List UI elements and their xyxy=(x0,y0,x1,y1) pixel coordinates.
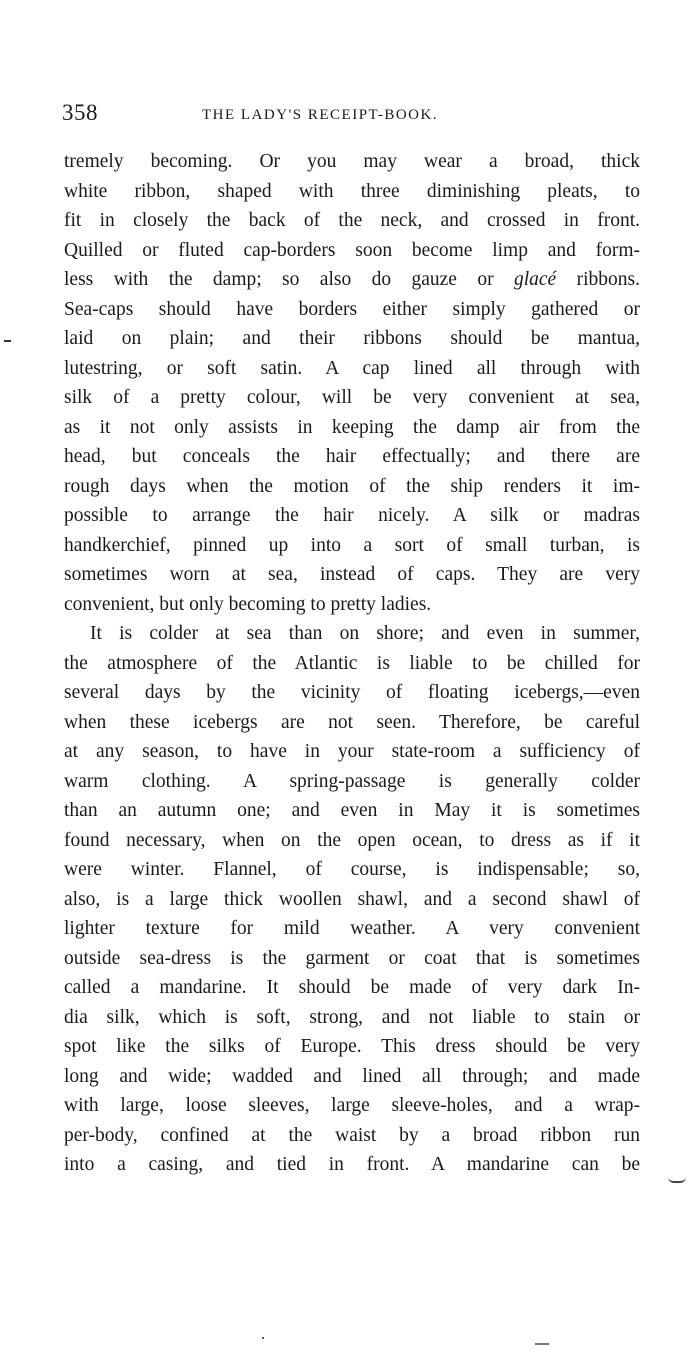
text-line: sometimes worn at sea, instead of caps. They are very xyxy=(64,564,640,585)
paper-speck xyxy=(535,1343,549,1345)
text-line: lutestring, or soft satin. A cap lined all through with xyxy=(64,357,640,379)
text-line: white ribbon, shaped with three diminishing pleats, to xyxy=(64,180,640,202)
running-title: THE LADY'S RECEIPT-BOOK. xyxy=(202,107,439,123)
italic-word: glacé xyxy=(513,269,557,290)
text-line: outside sea-dress is the garment or coat that is sometimes xyxy=(64,947,640,969)
text-line: also, is a large thick woollen shawl, and a second shawl of xyxy=(64,888,640,910)
text-line: warm clothing. A spring-passage is generally colder xyxy=(64,770,640,792)
text-line: spot like the silks of Europe. This dress should be very xyxy=(64,1036,640,1057)
text-line: less with the damp; so also do gauze or glacé ribbons. xyxy=(64,269,640,290)
text-line: several days by the vicinity of floating icebergs,—even xyxy=(64,682,640,703)
text-line: lighter texture for mild weather. A very convenient xyxy=(64,918,640,939)
text-line: possible to arrange the hair nicely. A silk or madras xyxy=(64,505,640,526)
margin-mark xyxy=(668,1177,686,1183)
text-line: with large, loose sleeves, large sleeve-holes, and a wrap- xyxy=(64,1095,640,1116)
text-line: long and wide; wadded and lined all through; and made xyxy=(64,1065,640,1087)
margin-mark xyxy=(4,340,11,342)
text-line: were winter. Flannel, of course, is indispensable; so, xyxy=(64,859,640,880)
text-line: handkerchief, pinned up into a sort of small turban, is xyxy=(64,534,640,556)
text-line: silk of a pretty colour, will be very convenient at sea, xyxy=(64,387,640,408)
body-text xyxy=(64,147,640,1180)
text-line: the atmosphere of the Atlantic is liable to be chilled for xyxy=(64,652,640,674)
text-line: called a mandarine. It should be made of very dark In- xyxy=(64,977,640,998)
text-line: per-body, confined at the waist by a broad ribbon run xyxy=(64,1124,640,1146)
text-line: than an autumn one; and even in May it is sometimes xyxy=(64,800,640,821)
text-line: head, but conceals the hair effectually; and there are xyxy=(64,446,640,467)
page-header xyxy=(62,100,638,134)
text-line: laid on plain; and their ribbons should be mantua, xyxy=(64,328,640,349)
text-line: rough days when the motion of the ship renders it im- xyxy=(64,475,640,497)
text-line: as it not only assists in keeping the damp air from the xyxy=(64,416,640,438)
paper-speck xyxy=(262,1337,264,1339)
page-number: 358 xyxy=(62,100,98,125)
text-line: Quilled or fluted cap-borders soon become limp and form- xyxy=(64,239,640,261)
text-line: dia silk, which is soft, strong, and not liable to stain or xyxy=(64,1006,640,1028)
text-line: convenient, but only becoming to pretty ladies. xyxy=(64,593,432,615)
text-line: into a casing, and tied in front. A mandarine can be xyxy=(64,1154,640,1175)
text-line: found necessary, when on the open ocean, to dress as if it xyxy=(64,829,640,851)
text-line: It is colder at sea than on shore; and even in summer, xyxy=(90,623,640,644)
text-line: fit in closely the back of the neck, and crossed in front. xyxy=(64,210,640,231)
text-line: Sea-caps should have borders either simply gathered or xyxy=(64,298,640,320)
text-line: at any season, to have in your state-room a sufficiency of xyxy=(64,741,640,762)
text-line: tremely becoming. Or you may wear a broad, thick xyxy=(64,151,640,172)
text-line: when these icebergs are not seen. Therefore, be careful xyxy=(64,711,640,733)
